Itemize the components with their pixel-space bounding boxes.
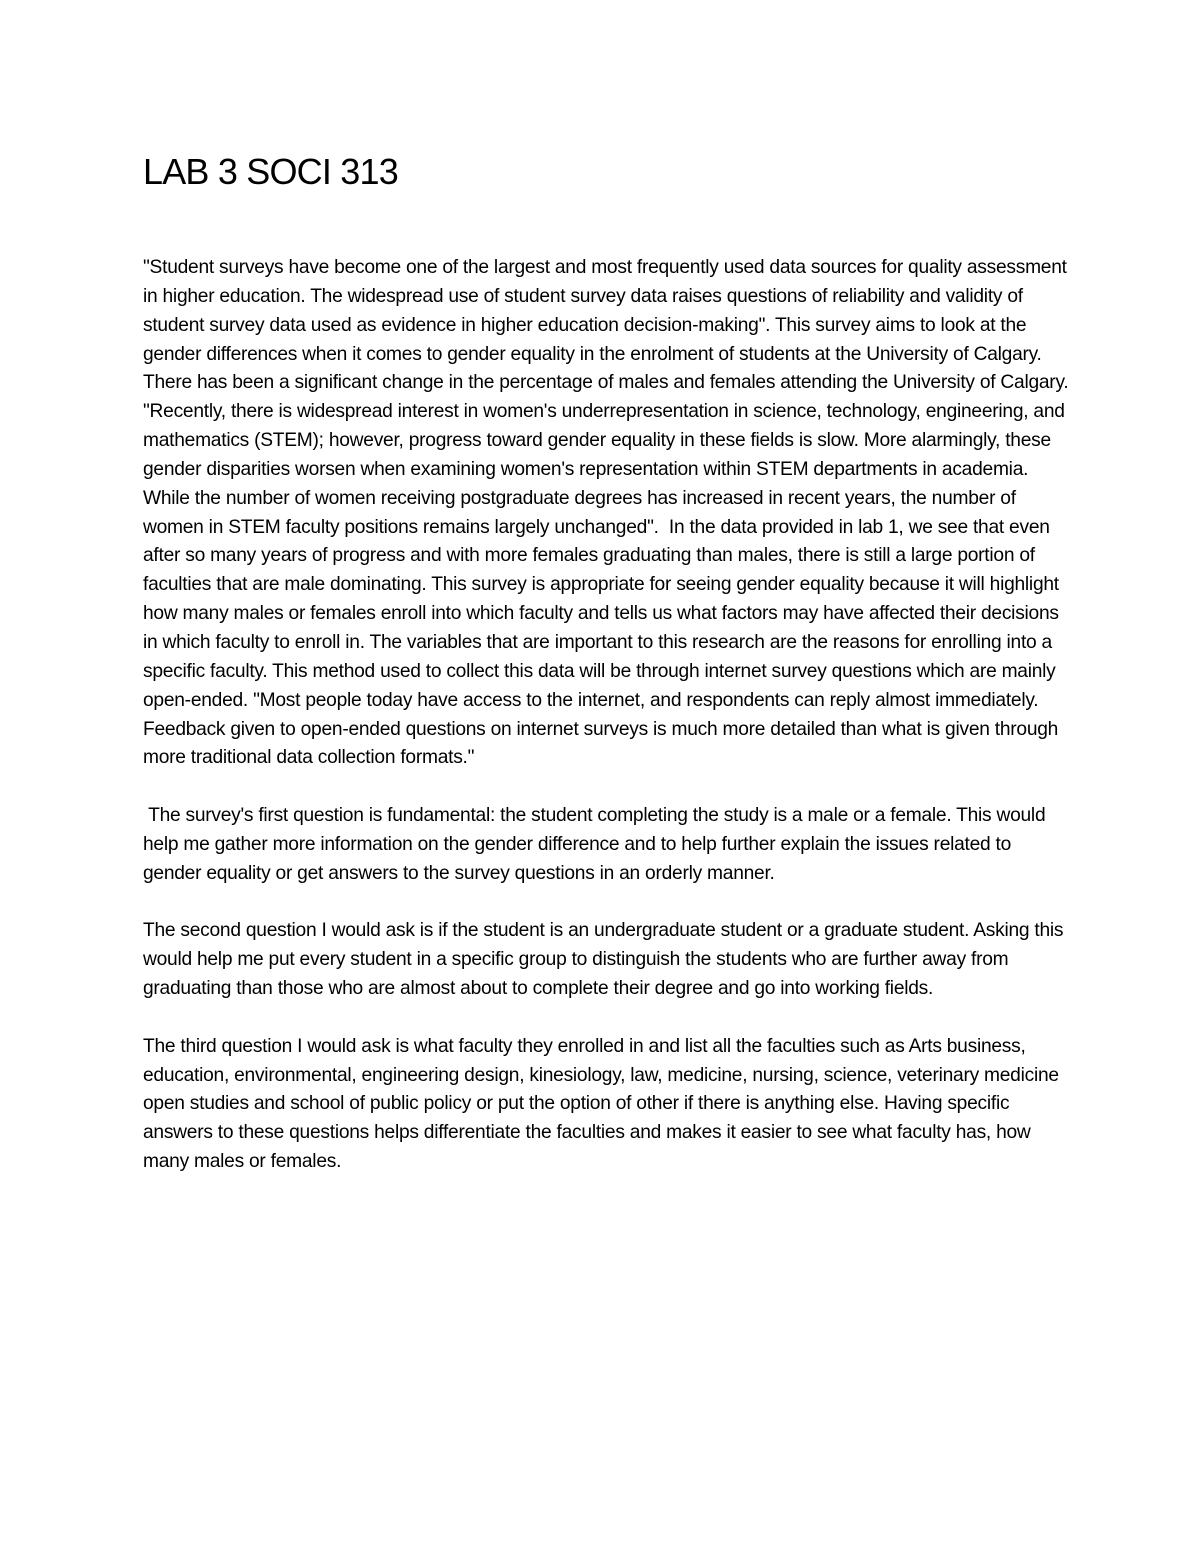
paragraph-intro: "Student surveys have become one of the largest and most frequently used data sources for quality assessment in higher education. The widespread use of student survey data raises questions of reliability and validity of student survey data used as evidence in higher education decision-making". This survey aims to look at the gender differences when it comes to gender equality in the enrolment of students at the University of Calgary. There has been a significant change in the percentage of males and females attending the University of Calgary. "Recently, there is widespread interest in women's underrepresentation in science, technology, engineering, and mathematics (STEM); however, progress toward gender equality in these fields is slow. More alarmingly, these gender disparities worsen when examining women's representation within STEM departments in academia. While the number of women receiving postgraduate degrees has increased in recent years, the number of women in STEM faculty positions remains largely unchanged". In the data provided in lab 1, we see that even after so many years of progress and with more females graduating than males, there is still a large portion of faculties that are male dominating. This survey is appropriate for seeing gender equality because it will highlight how many males or females enroll into which faculty and tells us what factors may have affected their decisions in which faculty to enroll in. The variables that are important to this research are the reasons for enrolling into a specific faculty. This method used to collect this data will be through internet survey questions which are mainly open-ended. "Most people today have access to the internet, and respondents can reply almost immediately. Feedback given to open-ended questions on internet surveys is much more detailed than what is given through more traditional data collection formats." (143, 257, 1074, 769)
document-body (143, 254, 1073, 1177)
paragraph-second-question: The second question I would ask is if the student is an undergraduate student or a graduate student. Asking this would help me put every student in a specific group to distinguish the students who are further away from graduating than those who are almost about to complete their degree and go into working fields. (143, 920, 1069, 1000)
paragraph-first-question: The survey's first question is fundamental: the student completing the study is a male or a female. This would help me gather more information on the gender difference and to help further explain the issues related to gender equality or get answers to the survey questions in an orderly manner. (143, 805, 1051, 884)
paragraph-spacer (143, 1004, 1073, 1033)
paragraph-third-question: The third question I would ask is what faculty they enrolled in and list all the faculties such as Arts business, education, environmental, engineering design, kinesiology, law, medicine, nursing, science, veterinary medicine open studies and school of public policy or put the option of other if there is anything else. Having specific answers to these questions helps differentiate the faculties and makes it easier to see what faculty has, how many males or females. (143, 1035, 1064, 1173)
document-title: LAB 3 SOCI 313 (143, 151, 398, 192)
paragraph-spacer (143, 889, 1073, 918)
paragraph-spacer (143, 773, 1073, 802)
